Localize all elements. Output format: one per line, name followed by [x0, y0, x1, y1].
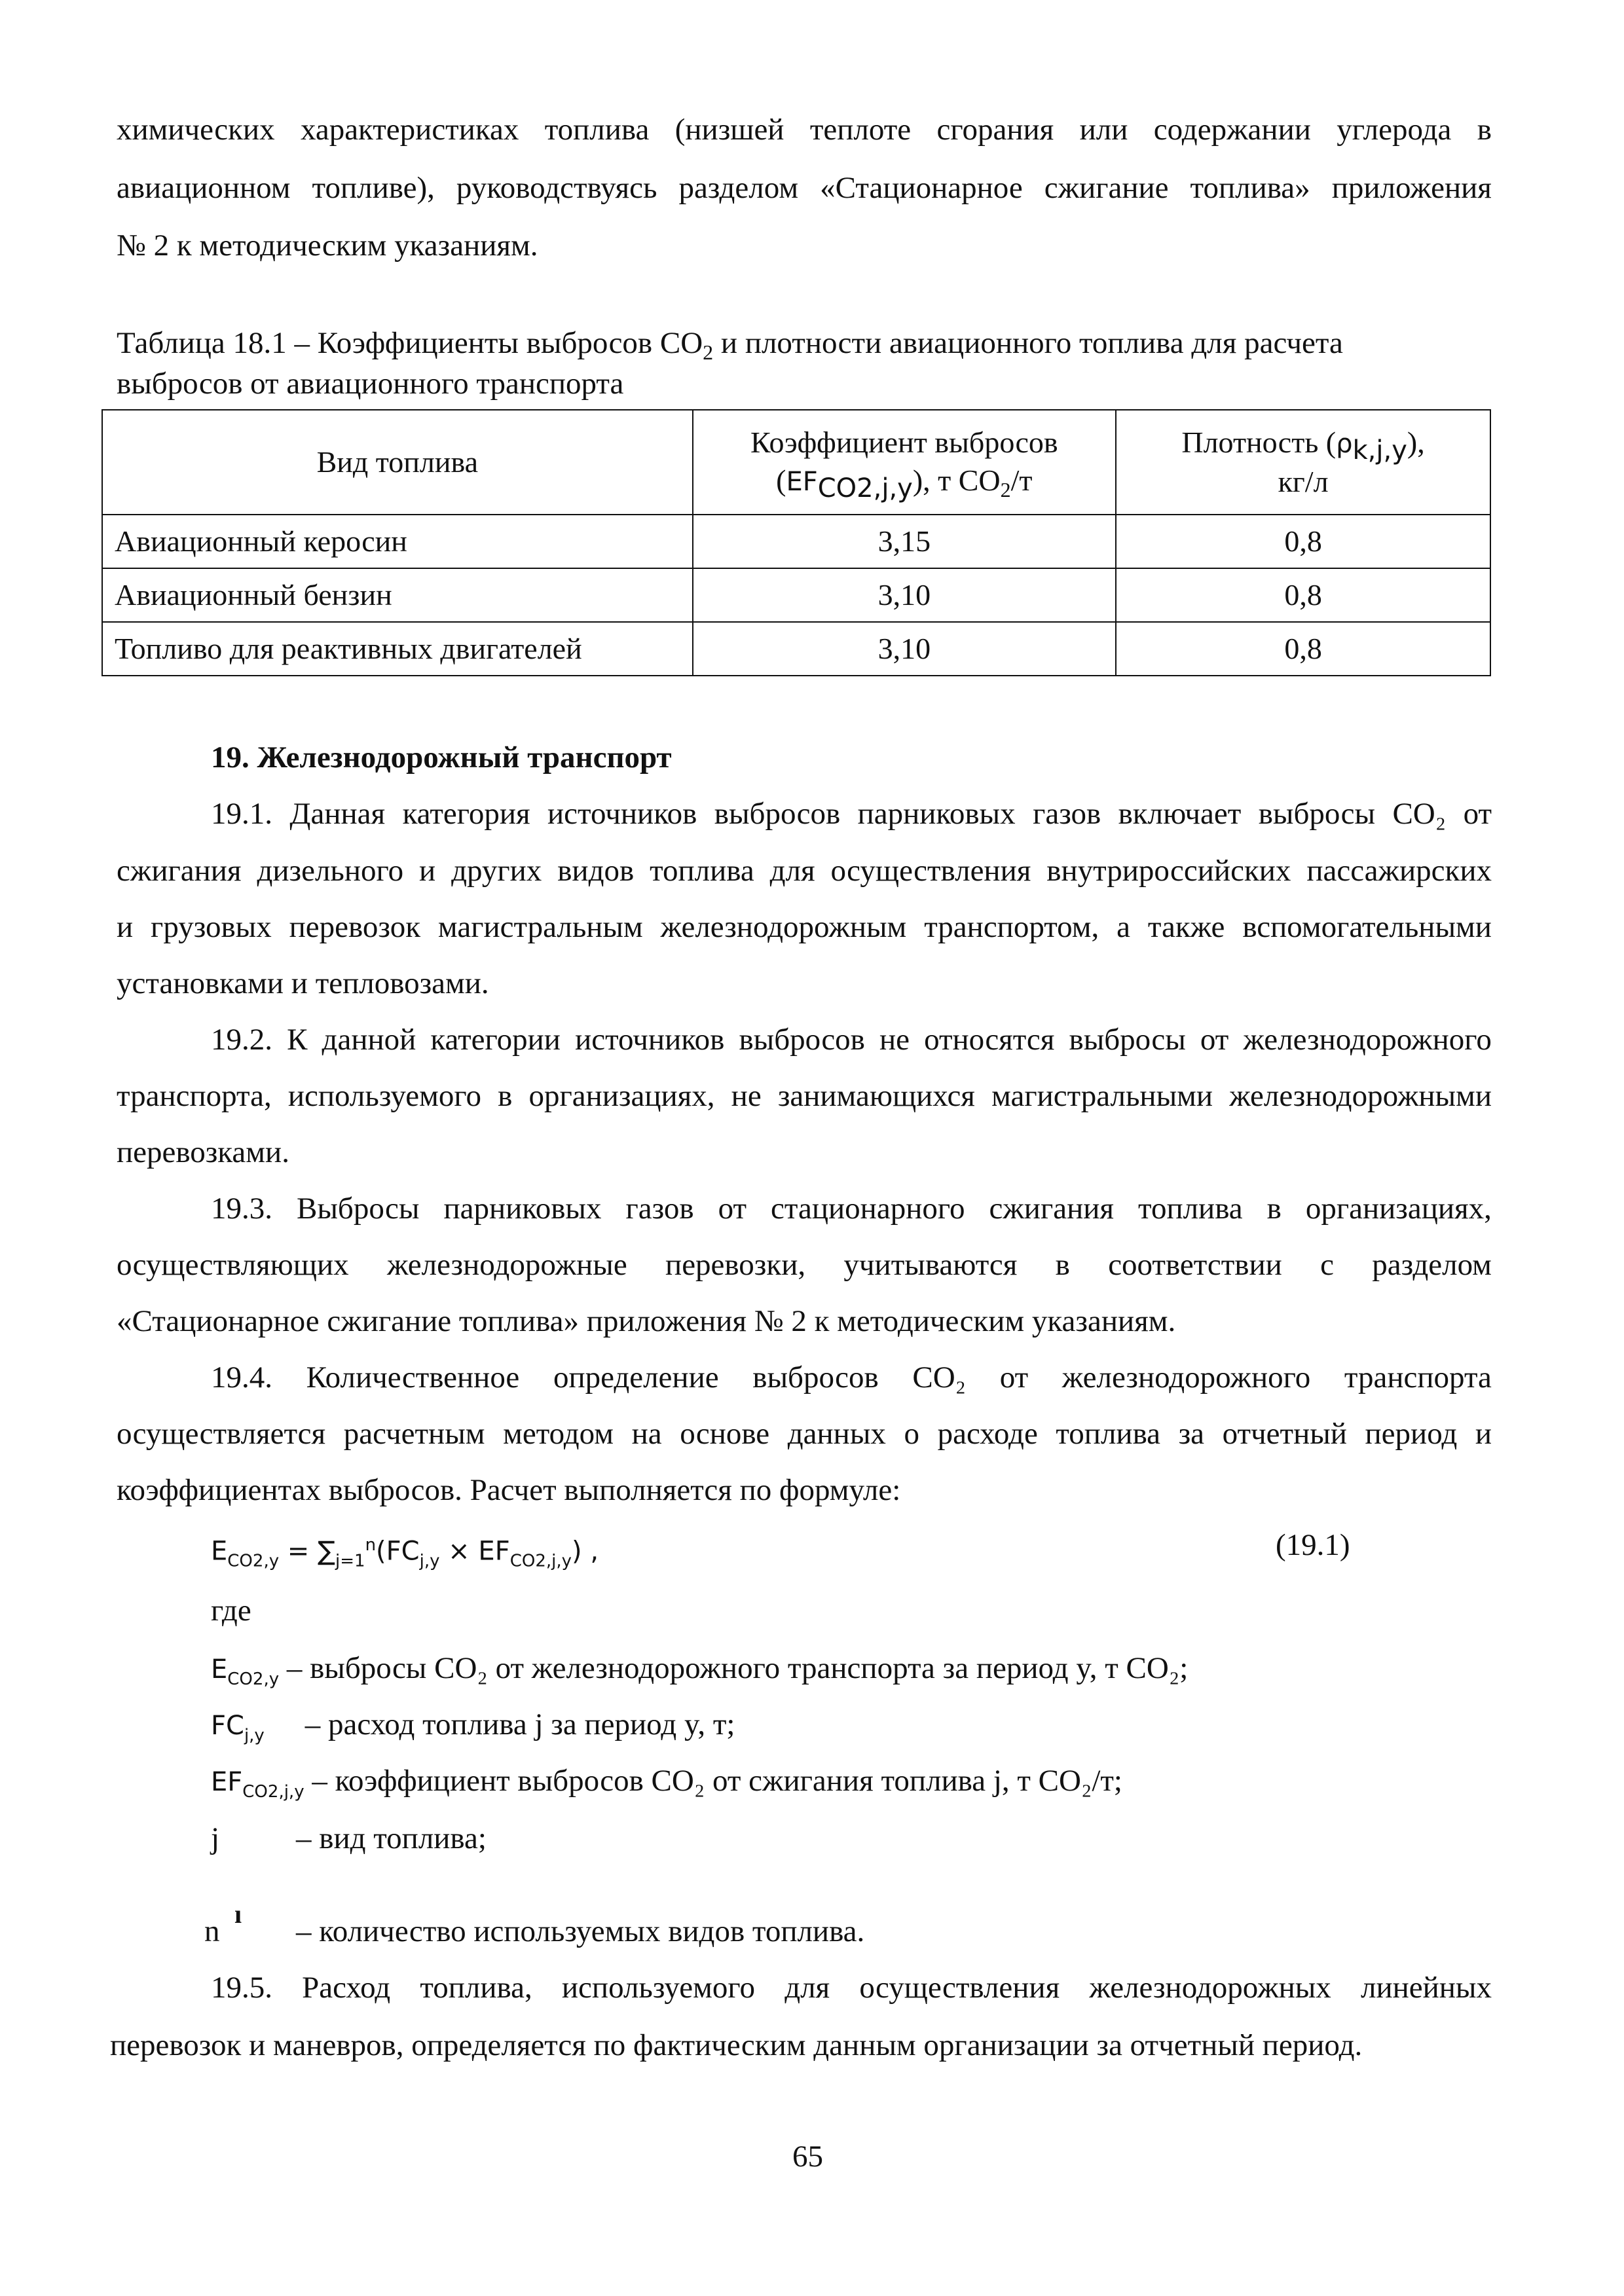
header-emission-factor: Коэффициент выбросов $(EF_{CO2,j,y})$, т $CO_2/т$ — [693, 410, 1116, 515]
word: топлива — [544, 113, 650, 147]
word: топлива — [650, 854, 754, 888]
word: теплоте — [809, 113, 912, 147]
word: 19.1. — [211, 797, 272, 831]
word: Выбросы — [297, 1192, 420, 1226]
formula-19-1: $E_{CO2,y} = \sum_{j=1}^n(FC_{j,y} \times EF_{CO2,j,y})$ , — [211, 1535, 599, 1571]
word: железнодорожные — [386, 1248, 627, 1282]
table-caption-line-1: Таблица 18.1 – Коэффициенты выбросов $CO_2$ и плотности авиационного топлива для расчета — [117, 326, 1343, 364]
p1-line-2 — [117, 851, 1492, 890]
word: расходе — [937, 1417, 1038, 1451]
word: соответствии — [1108, 1248, 1282, 1282]
word: транспортом, — [924, 910, 1099, 944]
p3-line-3: «Стационарное сжигание топлива» приложения № 2 к методическим указаниям. — [117, 1304, 1176, 1338]
word: и — [117, 910, 134, 944]
word: видов — [557, 854, 635, 888]
word: характеристиках — [300, 113, 519, 147]
word: «Стационарное — [820, 171, 1023, 205]
word: о — [904, 1417, 919, 1451]
word: в — [1055, 1248, 1070, 1282]
word: организациях, — [1305, 1192, 1492, 1226]
p4-line-2 — [117, 1414, 1492, 1453]
word: магистральным — [437, 910, 643, 944]
header-fuel-type: Вид топлива — [102, 410, 693, 515]
header-density: Плотность $(\rho_{k,j,y})$, кг/л — [1116, 410, 1490, 515]
word: сгорания — [936, 113, 1054, 147]
intro-line-1 — [117, 110, 1492, 149]
p3-line-2 — [117, 1245, 1492, 1285]
definition-j: j – вид топлива; — [211, 1821, 487, 1855]
word: также — [1147, 910, 1225, 944]
word: на — [631, 1417, 662, 1451]
word: транспорта — [1344, 1360, 1492, 1394]
word: занимающихся — [777, 1079, 975, 1113]
word: других — [451, 854, 542, 888]
word: методом — [503, 1417, 614, 1451]
word: Данная — [289, 797, 386, 831]
word: содержании — [1153, 113, 1311, 147]
table-row — [102, 515, 1490, 568]
stray-mark: ı — [234, 1899, 242, 1929]
p4-line-1 — [211, 1358, 1492, 1397]
word: железнодорожных — [1089, 1971, 1331, 2005]
word: для — [784, 1971, 830, 2005]
table-row — [102, 622, 1490, 676]
emission-factor-table — [101, 409, 1491, 676]
word: выбросов — [739, 1023, 865, 1057]
p4-line-3: коэффициентах выбросов. Расчет выполняется по формуле: — [117, 1473, 901, 1507]
word: категории — [430, 1023, 561, 1057]
word: грузовых — [151, 910, 272, 944]
word: железнодорожными — [1229, 1079, 1492, 1113]
word: организациях, — [528, 1079, 715, 1113]
p5-line-2: перевозок и маневров, определяется по фактическим данным организации за отчетный период. — [110, 2028, 1363, 2062]
word: CO₂ — [1392, 797, 1447, 831]
word: и — [1475, 1417, 1492, 1451]
word: не — [879, 1023, 910, 1057]
word: газов — [1033, 797, 1101, 831]
word: данной — [322, 1023, 416, 1057]
word: железнодорожного — [1243, 1023, 1492, 1057]
word: основе — [680, 1417, 770, 1451]
word: сжигания — [989, 1192, 1115, 1226]
word: перевозок — [289, 910, 421, 944]
word: руководствуясь — [456, 171, 657, 205]
word: осуществления — [859, 1971, 1060, 2005]
definition-n: n – количество используемых видов топлива. — [204, 1914, 865, 1948]
p1-line-3 — [117, 907, 1492, 947]
cell-density: 0,8 — [1116, 515, 1490, 568]
section-heading: 19. Железнодорожный транспорт — [211, 740, 672, 774]
p2-line-2 — [117, 1076, 1492, 1116]
definition-e: $E_{CO2,y}$ – выбросы CO₂ от железнодорожного транспорта за период y, т CO₂; — [211, 1651, 1189, 1689]
word: осуществления — [830, 854, 1031, 888]
cell-ef: 3,15 — [693, 515, 1116, 568]
word: выбросов — [714, 797, 841, 831]
word: не — [731, 1079, 762, 1113]
word: Расход — [302, 1971, 391, 2005]
cell-density: 0,8 — [1116, 568, 1490, 622]
word: перевозки, — [665, 1248, 806, 1282]
word: отчетный — [1222, 1417, 1347, 1451]
word: осуществляющих — [117, 1248, 349, 1282]
word: источников — [547, 797, 697, 831]
word: выбросов — [752, 1360, 879, 1394]
word: от — [718, 1192, 747, 1226]
table-caption-line-2: выбросов от авиационного транспорта — [117, 367, 624, 401]
cell-density: 0,8 — [1116, 622, 1490, 676]
word: и — [419, 854, 436, 888]
word: для — [769, 854, 815, 888]
word: сжигания — [117, 854, 242, 888]
where-label: где — [211, 1594, 251, 1628]
word: приложения — [1331, 171, 1492, 205]
word: авиационном — [117, 171, 291, 205]
word: категория — [402, 797, 530, 831]
word: данных — [787, 1417, 886, 1451]
word: а — [1116, 910, 1130, 944]
word: внутрироссийских — [1046, 854, 1291, 888]
word: выбросы — [1258, 797, 1376, 831]
p2-line-3: перевозками. — [117, 1135, 289, 1169]
word: линейных — [1360, 1971, 1492, 2005]
p5-line-1 — [211, 1968, 1492, 2007]
word: относятся — [924, 1023, 1055, 1057]
word: 19.2. — [211, 1023, 272, 1057]
word: 19.5. — [211, 1971, 272, 2005]
word: учитываются — [843, 1248, 1018, 1282]
p1-line-1 — [211, 794, 1492, 833]
word: топлива, — [420, 1971, 532, 2005]
word: топлива» — [1190, 171, 1310, 205]
word: дизельного — [257, 854, 404, 888]
word: от — [1463, 797, 1492, 831]
word: стационарного — [771, 1192, 965, 1226]
intro-line-3: № 2 к методическим указаниям. — [117, 228, 538, 263]
word: CO₂ — [912, 1360, 967, 1394]
word: разделом — [1372, 1248, 1492, 1282]
word: пассажирских — [1306, 854, 1492, 888]
word: за — [1178, 1417, 1205, 1451]
word: определение — [553, 1360, 719, 1394]
word: газов — [625, 1192, 694, 1226]
word: железнодорожного — [1061, 1360, 1311, 1394]
word: химических — [117, 113, 275, 147]
p1-line-4: установками и тепловозами. — [117, 966, 489, 1000]
definition-fc: $FC_{j,y}$ – расход топлива j за период y, т; — [211, 1707, 735, 1745]
intro-line-2 — [117, 168, 1492, 208]
page-number: 65 — [792, 2140, 823, 2174]
word: топливе), — [312, 171, 435, 205]
cell-fuel: Авиационный бензин — [102, 568, 693, 622]
word: 19.4. — [211, 1360, 272, 1394]
cell-ef: 3,10 — [693, 568, 1116, 622]
word: 19.3. — [211, 1192, 272, 1226]
cell-fuel: Топливо для реактивных двигателей — [102, 622, 693, 676]
word: используемого — [561, 1971, 756, 2005]
word: топлива — [1138, 1192, 1243, 1226]
word: транспорта, — [117, 1079, 272, 1113]
word: в — [1477, 113, 1492, 147]
p2-line-1 — [211, 1020, 1492, 1059]
word: углерода — [1337, 113, 1452, 147]
formula-number: (19.1) — [1276, 1528, 1350, 1562]
table-row — [102, 568, 1490, 622]
word: Количественное — [306, 1360, 520, 1394]
cell-ef: 3,10 — [693, 622, 1116, 676]
word: вспомогательными — [1242, 910, 1492, 944]
word: или — [1079, 113, 1128, 147]
word: (низшей — [674, 113, 784, 147]
p3-line-1 — [211, 1189, 1492, 1228]
word: магистральными — [991, 1079, 1213, 1113]
word: парниковых — [857, 797, 1016, 831]
word: топлива — [1056, 1417, 1161, 1451]
cell-fuel: Авиационный керосин — [102, 515, 693, 568]
word: с — [1320, 1248, 1334, 1282]
word: от — [999, 1360, 1029, 1394]
word: источников — [575, 1023, 725, 1057]
word: от — [1200, 1023, 1229, 1057]
word: в — [1266, 1192, 1282, 1226]
word: парниковых — [443, 1192, 602, 1226]
word: расчетным — [343, 1417, 485, 1451]
definition-ef: $EF_{CO2,j,y}$ – коэффициент выбросов CO₂ от сжигания топлива j, т CO₂/т; — [211, 1764, 1122, 1802]
word: разделом — [678, 171, 799, 205]
word: сжигание — [1044, 171, 1169, 205]
word: включает — [1118, 797, 1242, 831]
word: выбросы — [1069, 1023, 1186, 1057]
word: в — [498, 1079, 513, 1113]
word: железнодорожным — [660, 910, 907, 944]
word: период — [1365, 1417, 1458, 1451]
table-header-row — [102, 410, 1490, 515]
word: используемого — [287, 1079, 481, 1113]
word: К — [287, 1023, 308, 1057]
word: осуществляется — [117, 1417, 326, 1451]
